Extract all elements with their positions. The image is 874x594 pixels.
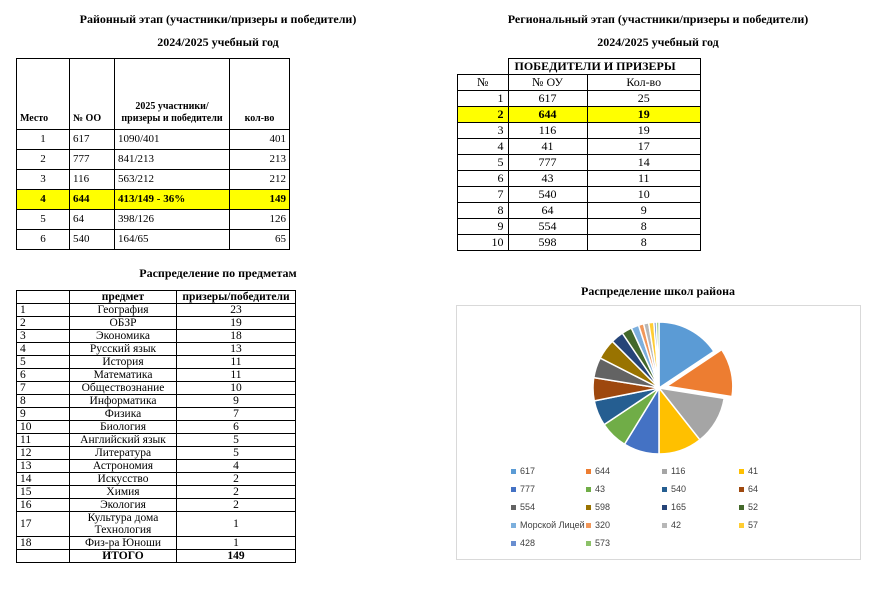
table-cell: 7 <box>458 187 509 203</box>
table-cell: 7 <box>17 382 70 395</box>
table-cell: 5 <box>458 155 509 171</box>
total-row <box>17 550 296 563</box>
table-cell: 13 <box>177 343 296 356</box>
subjects-title: Распределение по предметам <box>139 266 297 280</box>
table-cell: 149 <box>230 190 290 210</box>
table-cell: 18 <box>177 330 296 343</box>
table-cell: 126 <box>230 210 290 230</box>
legend-item <box>662 466 685 476</box>
legend-item <box>586 484 605 494</box>
table-cell: 116 <box>70 170 115 190</box>
legend-label: 42 <box>671 520 682 530</box>
legend-label: 57 <box>748 520 759 530</box>
table-cell: 64 <box>70 210 115 230</box>
district-year: 2024/2025 учебный год <box>157 35 279 49</box>
table-cell: Математика <box>70 369 177 382</box>
legend-swatch <box>511 469 516 474</box>
table-row <box>458 235 701 251</box>
table-row <box>17 230 290 250</box>
table-cell: Английский язык <box>70 434 177 447</box>
table-cell: 16 <box>17 499 70 512</box>
table-row <box>458 91 701 107</box>
table-row <box>17 447 296 460</box>
table-cell: 617 <box>70 130 115 150</box>
pie-chart <box>457 306 860 461</box>
chart-title: Распределение школ района <box>581 284 735 298</box>
legend-item <box>586 502 610 512</box>
table-cell: ОБЗР <box>70 317 177 330</box>
table-row <box>17 330 296 343</box>
table-cell: 3 <box>458 123 509 139</box>
legend-label: 43 <box>595 484 606 494</box>
legend-swatch <box>662 505 667 510</box>
table-cell: 5 <box>17 356 70 369</box>
table-cell: Русский язык <box>70 343 177 356</box>
legend-item <box>739 502 758 512</box>
legend-item <box>662 484 686 494</box>
table-cell: Биология <box>70 421 177 434</box>
table-cell: 17 <box>587 139 701 155</box>
table-cell: 6 <box>17 230 70 250</box>
table-cell: 1 <box>17 304 70 317</box>
table-row <box>458 203 701 219</box>
table-cell: 1 <box>17 130 70 150</box>
table-cell: Физ-ра Юноши <box>70 537 177 550</box>
table-row <box>17 150 290 170</box>
table-row <box>17 434 296 447</box>
table-cell: 644 <box>70 190 115 210</box>
table-cell: Экономика <box>70 330 177 343</box>
table-cell: Искусство <box>70 473 177 486</box>
table-row <box>17 421 296 434</box>
legend-label: 165 <box>671 502 687 512</box>
table-cell: 540 <box>508 187 587 203</box>
legend-swatch <box>511 523 516 528</box>
table-cell: 398/126 <box>115 210 230 230</box>
legend-item <box>739 466 758 476</box>
table-cell: 5 <box>177 434 296 447</box>
table-cell: 9 <box>587 203 701 219</box>
table-cell: 10 <box>458 235 509 251</box>
table-cell: 8 <box>587 235 701 251</box>
table-row <box>17 170 290 190</box>
table-cell: 212 <box>230 170 290 190</box>
table-cell: 41 <box>508 139 587 155</box>
legend-label: 320 <box>595 520 611 530</box>
table-cell: 554 <box>508 219 587 235</box>
table-cell: 8 <box>17 395 70 408</box>
table-cell: 116 <box>508 123 587 139</box>
regional-col-num: № <box>458 75 509 91</box>
table-cell: 19 <box>177 317 296 330</box>
table-cell: 13 <box>17 460 70 473</box>
legend-swatch <box>511 505 516 510</box>
table-cell: 9 <box>458 219 509 235</box>
table-row <box>458 107 701 123</box>
table-row <box>17 537 296 550</box>
table-cell: Экология <box>70 499 177 512</box>
table-cell: 10 <box>177 382 296 395</box>
table-cell: 15 <box>17 486 70 499</box>
table-cell: 213 <box>230 150 290 170</box>
table-cell: 9 <box>17 408 70 421</box>
legend-swatch <box>739 469 744 474</box>
legend-label: 116 <box>671 466 686 476</box>
table-cell: 19 <box>587 123 701 139</box>
legend-swatch <box>511 541 516 546</box>
legend-swatch <box>586 505 591 510</box>
table-cell: 8 <box>587 219 701 235</box>
table-cell: 841/213 <box>115 150 230 170</box>
legend-item <box>511 484 535 494</box>
regional-col-count: Кол-во <box>587 75 701 91</box>
table-cell: 644 <box>508 107 587 123</box>
legend-label: 428 <box>520 538 536 548</box>
table-cell: 14 <box>587 155 701 171</box>
legend-swatch <box>511 487 516 492</box>
legend-label: 41 <box>748 466 759 476</box>
legend-swatch <box>586 523 591 528</box>
table-cell: 23 <box>177 304 296 317</box>
table-cell: 18 <box>17 537 70 550</box>
col-place: Место <box>17 59 70 130</box>
table-cell: 777 <box>70 150 115 170</box>
legend-item <box>586 538 610 548</box>
table-cell: Физика <box>70 408 177 421</box>
table-cell: 563/212 <box>115 170 230 190</box>
table-cell: 1090/401 <box>115 130 230 150</box>
legend-item <box>586 466 610 476</box>
legend-swatch <box>586 541 591 546</box>
table-cell: 19 <box>587 107 701 123</box>
table-row <box>17 343 296 356</box>
table-cell: 4 <box>177 460 296 473</box>
table-cell: Литература <box>70 447 177 460</box>
total-label: ИТОГО <box>70 550 177 563</box>
table-cell: 5 <box>17 210 70 230</box>
table-cell: 4 <box>458 139 509 155</box>
legend-swatch <box>662 487 667 492</box>
table-row <box>17 210 290 230</box>
table-cell: 17 <box>17 512 70 537</box>
legend-swatch <box>586 487 591 492</box>
table-cell <box>17 550 70 563</box>
legend-label: 573 <box>595 538 611 548</box>
regional-results-table <box>457 58 701 251</box>
table-cell: 2 <box>177 486 296 499</box>
legend-item <box>511 538 535 548</box>
table-row <box>458 187 701 203</box>
table-cell: 9 <box>177 395 296 408</box>
table-row <box>458 219 701 235</box>
table-row <box>17 512 296 537</box>
regional-title: Региональный этап (участники/призеры и победители) <box>507 12 809 26</box>
table-row <box>17 499 296 512</box>
table-cell: 777 <box>508 155 587 171</box>
table-row <box>17 190 290 210</box>
table-cell: 2 <box>17 150 70 170</box>
table-cell: 2 <box>177 473 296 486</box>
legend-label: 644 <box>595 466 611 476</box>
table-row <box>458 123 701 139</box>
legend-label: 64 <box>748 484 759 494</box>
table-cell: История <box>70 356 177 369</box>
table-cell: 5 <box>177 447 296 460</box>
legend-label: Морской Лицей <box>520 520 585 530</box>
legend-item <box>511 502 535 512</box>
legend-swatch <box>586 469 591 474</box>
table-cell: Обществознание <box>70 382 177 395</box>
table-row <box>17 486 296 499</box>
table-cell: Культура дома Технология <box>70 512 177 537</box>
legend-item <box>662 502 686 512</box>
table-cell: 12 <box>17 447 70 460</box>
table-cell: 540 <box>70 230 115 250</box>
table-row <box>17 317 296 330</box>
legend-swatch <box>739 487 744 492</box>
col-count: кол-во <box>230 59 290 130</box>
table-cell: 64 <box>508 203 587 219</box>
table-row <box>17 369 296 382</box>
table-cell: 11 <box>177 369 296 382</box>
table-cell: 11 <box>177 356 296 369</box>
table-cell: 598 <box>508 235 587 251</box>
legend-swatch <box>662 469 667 474</box>
table-row <box>17 395 296 408</box>
subjects-table <box>16 290 296 563</box>
legend-swatch <box>739 523 744 528</box>
table-cell: 401 <box>230 130 290 150</box>
legend-label: 52 <box>748 502 759 512</box>
table-cell: 2 <box>17 317 70 330</box>
table-cell: Информатика <box>70 395 177 408</box>
legend-swatch <box>662 523 667 528</box>
subjects-col-subject: предмет <box>70 291 177 304</box>
table-cell: География <box>70 304 177 317</box>
table-cell: 43 <box>508 171 587 187</box>
table-row <box>17 460 296 473</box>
table-cell: 10 <box>17 421 70 434</box>
legend-item <box>662 520 681 530</box>
regional-group-header: ПОБЕДИТЕЛИ И ПРИЗЕРЫ <box>508 59 701 75</box>
table-cell: 8 <box>458 203 509 219</box>
table-cell: 6 <box>17 369 70 382</box>
table-cell: 6 <box>458 171 509 187</box>
table-row <box>17 304 296 317</box>
table-cell: 4 <box>17 343 70 356</box>
table-row <box>17 473 296 486</box>
table-cell: 3 <box>17 330 70 343</box>
table-row <box>17 130 290 150</box>
table-cell: 25 <box>587 91 701 107</box>
table-cell: 164/65 <box>115 230 230 250</box>
table-row <box>17 382 296 395</box>
legend-item <box>586 520 610 530</box>
table-cell: 1 <box>177 512 296 537</box>
legend-item <box>739 484 758 494</box>
col-school: № ОО <box>70 59 115 130</box>
subjects-col-num <box>17 291 70 304</box>
legend-swatch <box>739 505 744 510</box>
district-results-table <box>16 58 290 250</box>
table-cell: 6 <box>177 421 296 434</box>
table-row <box>17 408 296 421</box>
legend-item <box>739 520 758 530</box>
district-title: Районный этап (участники/призеры и победители) <box>79 12 357 26</box>
table-row <box>458 155 701 171</box>
table-cell: 617 <box>508 91 587 107</box>
table-cell: 413/149 - 36% <box>115 190 230 210</box>
table-cell: 3 <box>17 170 70 190</box>
table-cell: 1 <box>458 91 509 107</box>
legend-item <box>511 466 535 476</box>
table-cell: 11 <box>587 171 701 187</box>
regional-year: 2024/2025 учебный год <box>597 35 719 49</box>
table-cell: 10 <box>587 187 701 203</box>
table-cell: Астрономия <box>70 460 177 473</box>
table-cell: 2 <box>458 107 509 123</box>
pie-chart-container <box>456 305 861 560</box>
legend-item <box>511 520 585 530</box>
legend-label: 540 <box>671 484 687 494</box>
subjects-col-winners: призеры/победители <box>177 291 296 304</box>
total-value: 149 <box>177 550 296 563</box>
legend-label: 598 <box>595 502 611 512</box>
table-row <box>17 356 296 369</box>
legend-label: 554 <box>520 502 536 512</box>
table-cell: 11 <box>17 434 70 447</box>
table-cell: 65 <box>230 230 290 250</box>
table-cell: 1 <box>177 537 296 550</box>
legend-label: 777 <box>520 484 536 494</box>
table-cell: 4 <box>17 190 70 210</box>
table-row <box>458 139 701 155</box>
table-cell: 2 <box>177 499 296 512</box>
table-row <box>458 171 701 187</box>
table-cell: 14 <box>17 473 70 486</box>
legend-label: 617 <box>520 466 536 476</box>
regional-col-school: № ОУ <box>508 75 587 91</box>
table-cell: 7 <box>177 408 296 421</box>
table-cell: Химия <box>70 486 177 499</box>
col-participants: 2025 участники/призеры и победители <box>115 59 230 130</box>
